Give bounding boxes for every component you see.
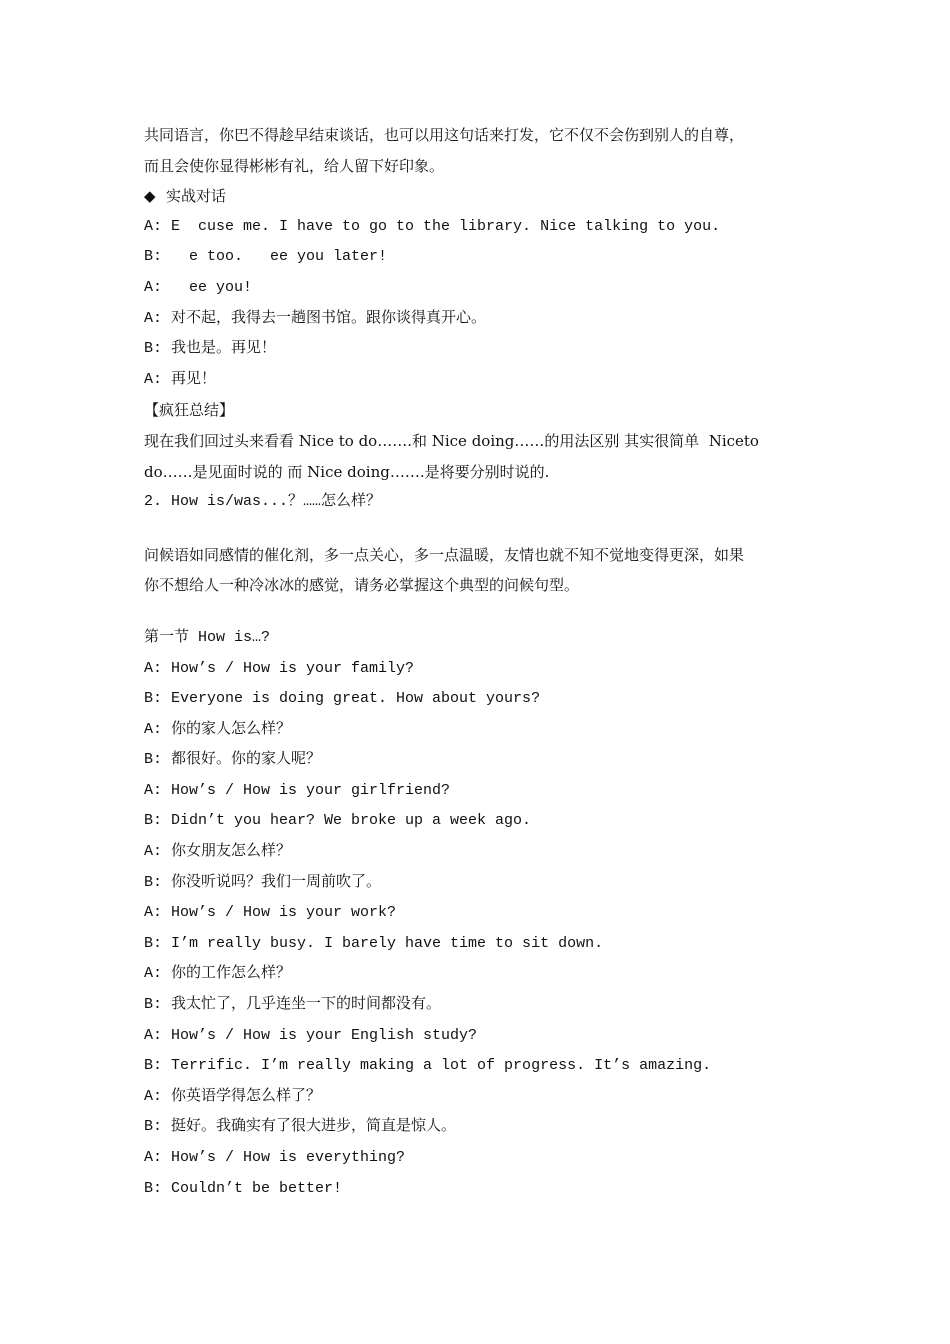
lesson1-line-18: B: Couldn’t be better!	[144, 1179, 343, 1197]
lesson1-line-8: B: 你没听说吗？我们一周前吹了。	[144, 873, 382, 891]
summary-line-1: 现在我们回过头来看看 Nice to do…….和 Nice doing……的用法区别 其实很简单 Niceto	[144, 431, 759, 450]
diamond-bullet-icon: ◆	[144, 187, 156, 206]
lesson1-title: 第一节 How is…?	[144, 628, 271, 646]
lesson1-line-14: B: Terrific. I’m really making a lot of progress. It’s amazing.	[144, 1057, 712, 1075]
section2-desc-2: 你不想给人一种冷冰冰的感觉，请务必掌握这个典型的问候句型。	[144, 576, 580, 595]
summary-heading: 【疯狂总结】	[144, 401, 235, 420]
lesson1-line-1: A: How’s / How is your family?	[144, 659, 415, 677]
section2-title: 2. How is/was...？……怎么样？	[144, 493, 382, 511]
lesson1-line-9: A: How’s / How is your work?	[144, 904, 397, 922]
practice-line-1: A: E cuse me. I have to go to the library. Nice talking to you.	[144, 217, 721, 235]
practice-line-6: A: 再见！	[144, 370, 217, 388]
lesson1-line-15: A: 你英语学得怎么样了？	[144, 1087, 322, 1105]
section2-desc-1: 问候语如同感情的催化剂，多一点关心，多一点温暖，友情也就不知不觉地变得更深，如果	[144, 545, 745, 564]
spacer	[144, 518, 809, 540]
lesson1-line-17: A: How’s / How is everything?	[144, 1149, 406, 1166]
practice-heading-text: 实战对话	[166, 187, 227, 206]
practice-line-4: A: 对不起，我得去一趟图书馆。跟你谈得真开心。	[144, 309, 487, 327]
lesson1-line-4: B: 都很好。你的家人呢？	[144, 751, 322, 769]
lesson1-line-12: B: 我太忙了，几乎连坐一下的时间都没有。	[144, 996, 442, 1014]
lesson1-line-10: B: I’m really busy. I barely have time to sit down.	[144, 934, 604, 952]
practice-line-3: A: ee you!	[144, 278, 253, 296]
lesson1-line-16: B: 挺好。我确实有了很大进步，简直是惊人。	[144, 1118, 457, 1136]
practice-line-5: B: 我也是。再见！	[144, 340, 277, 358]
intro-line-1: 共同语言，你巴不得趁早结束谈话，也可以用这句话来打发，它不仅不会伤到别人的自尊，	[144, 126, 745, 144]
summary-line-2: do……是见面时说的 而 Nice doing…….是将要分别时说的.	[144, 462, 550, 481]
lesson1-line-11: A: 你的工作怎么样？	[144, 965, 292, 983]
lesson1-line-7: A: 你女朋友怎么样？	[144, 843, 292, 861]
practice-line-2: B: e too. ee you later!	[144, 248, 388, 266]
lesson1-line-2: B: Everyone is doing great. How about yours?	[144, 690, 541, 708]
lesson1-line-6: B: Didn’t you hear? We broke up a week ago.	[144, 812, 532, 830]
lesson1-line-3: A: 你的家人怎么样？	[144, 720, 292, 738]
practice-heading	[144, 181, 809, 212]
lesson1-line-13: A: How’s / How is your English study?	[144, 1026, 478, 1044]
intro-line-2: 而且会使你显得彬彬有礼，给人留下好印象。	[144, 156, 445, 175]
lesson1-line-5: A: How’s / How is your girlfriend?	[144, 781, 451, 799]
document-body	[144, 120, 809, 1204]
spacer	[144, 601, 809, 623]
